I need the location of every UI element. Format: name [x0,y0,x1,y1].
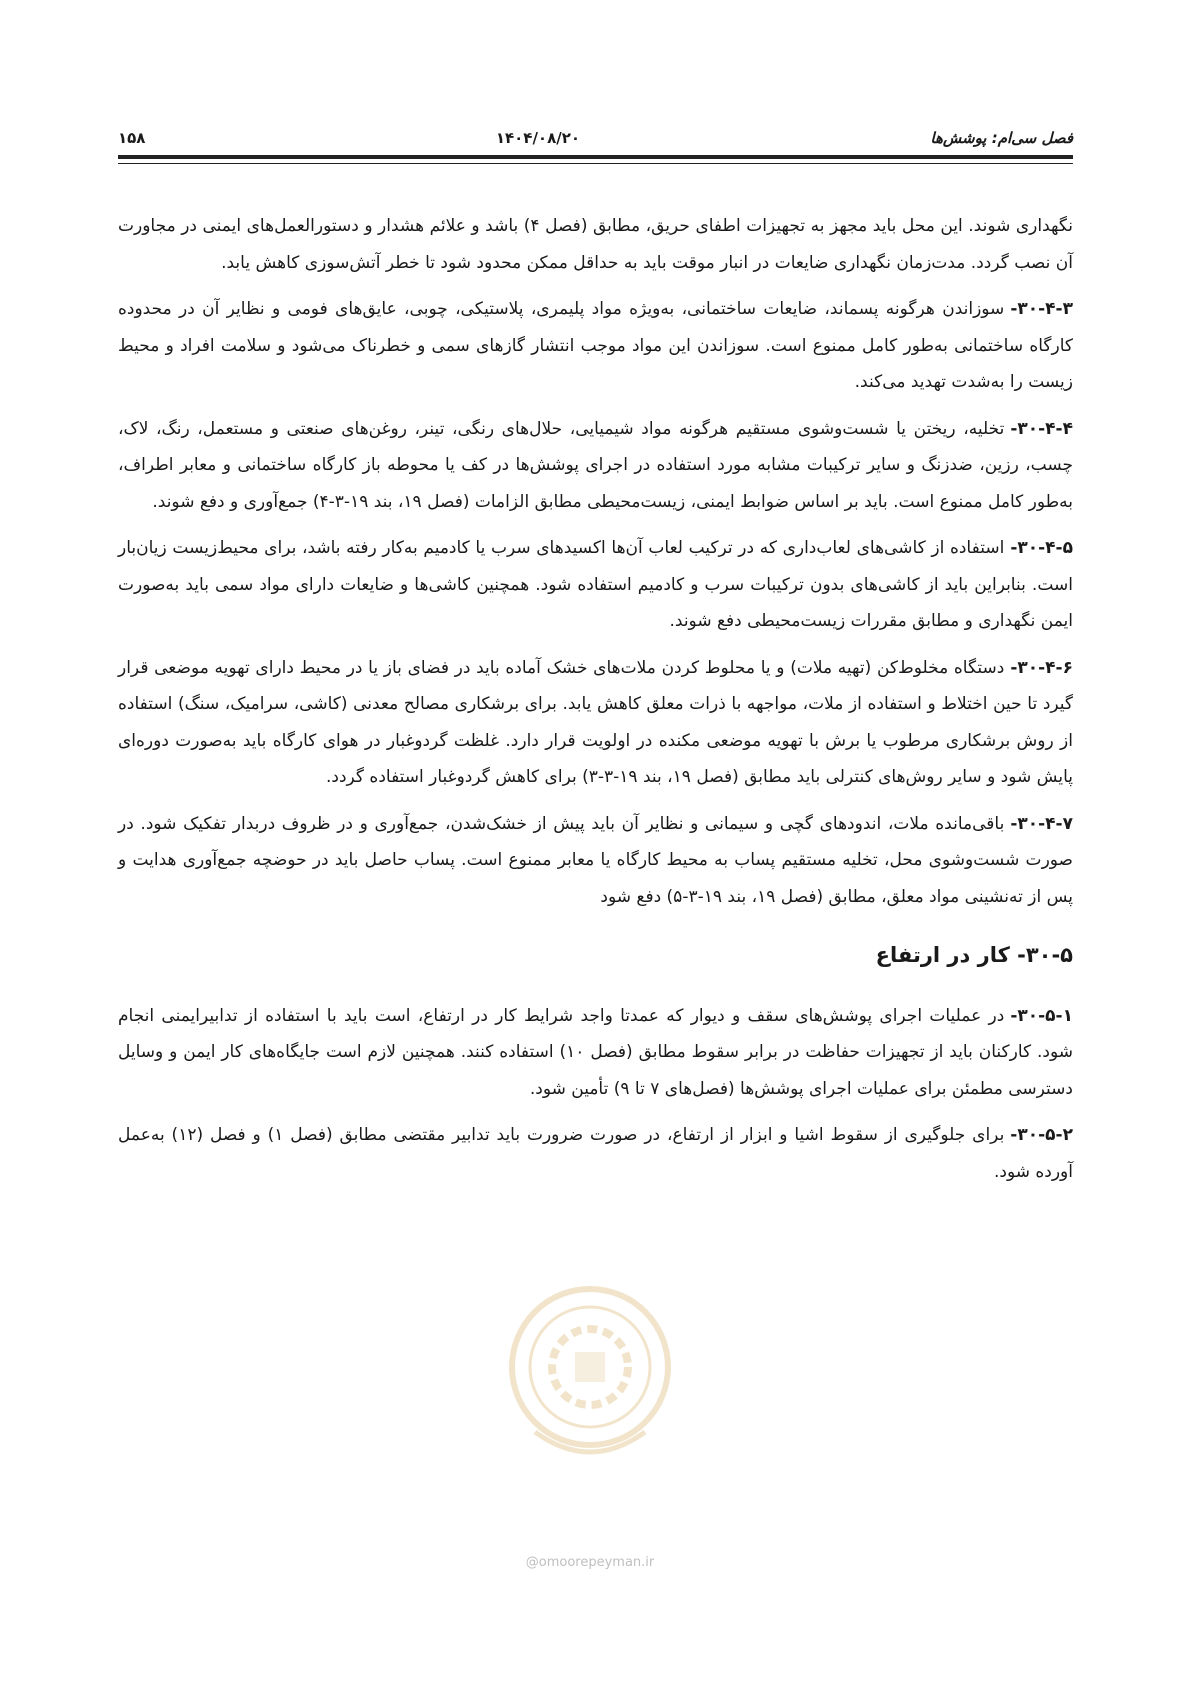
paragraph-text: نگهداری شوند. این محل باید مجهز به تجهیزات اطفای حریق، مطابق (فصل ۴) باشد و علائم هشدار و دستورالعمل‌های ایمنی در مجاورت آن نصب گردد. مدت‌زمان نگهداری ضایعات در انبار موقت باید به حداقل ممکن محدود شود تا خطر آتش‌سوزی کاهش یابد. [118,216,1073,273]
paragraph [118,411,1073,521]
paragraph-text: در عملیات اجرای پوشش‌های سقف و دیوار که عمدتا واجد شرایط کار در ارتفاع، است باید با استفاده از تدابیرایمنی انجام شود. کارکنان باید از تجهیزات حفاظت در برابر سقوط مطابق (فصل ۱۰) استفاده کنند. همچنین لازم است جایگاه‌های کار ایمن و وسایل دسترسی مطمئن برای عملیات اجرای پوشش‌ها (فصل‌های ۷ تا ۹) تأمین شود. [118,1005,1073,1099]
section-heading: ۳۰-۵- کار در ارتفاع [875,943,1073,967]
clause-number: ۳۰-۴-۶- [1010,657,1073,678]
paragraph [118,998,1073,1108]
paragraph [118,806,1073,916]
page-number: ۱۵۸ [118,129,146,147]
header-date: ۱۴۰۴/۰۸/۲۰ [495,129,581,147]
header-rule-thick [118,155,1073,159]
paragraph-text: دستگاه مخلوط‌کن (تهیه ملات) و یا محلوط کردن ملات‌های خشک آماده باید در فضای باز یا در محیط دارای تهویه موضعی قرار گیرد تا حین اختلاط و استفاده از ملات، مواجهه با ذرات معلق کاهش یابد. برای برشکاری مصالح معدنی (کاشی، سرامیک، سنگ) استفاده از روش برشکاری مرطوب یا برش با تهویه موضعی مکنده در اولویت قرار دارد. غلظت گردوغبار در هوای کارگاه باید به‌صورت دوره‌ای پایش شود و سایر روش‌های کنترلی باید مطابق (فصل ۱۹، بند ۱۹-۳-۳) برای کاهش گردوغبار استفاده گردد. [118,657,1073,787]
watermark-url: @omoorepeyman.ir [525,1555,655,1570]
clause-number: ۳۰-۵-۲- [1010,1125,1073,1145]
paragraph [118,291,1073,401]
page-body [118,208,1073,1200]
paragraph [118,650,1073,796]
paragraph-text: سوزاندن هرگونه پسماند، ضایعات ساختمانی، به‌ویژه مواد پلیمری، پلاستیکی، چوبی، عایق‌های فومی و نظایر آن در محدوده کارگاه ساختمانی به‌طور کامل ممنوع است. سوزاندن این مواد موجب انتشار گازهای سمی و خطرناک می‌شود و سلامت افراد و محیط زیست را به‌شدت تهدید می‌کند. [118,299,1073,392]
clause-number: ۳۰-۴-۴- [1010,418,1073,439]
header-rule-thin [118,163,1073,164]
paragraph-text: برای جلوگیری از سقوط اشیا و ابزار از ارتفاع، در صورت ضرورت باید تدابیر مقتضی مطابق (فصل ۱) و فصل (۱۲) به‌عمل آورده شود. [118,1125,1073,1182]
paragraph [118,530,1073,640]
paragraph-text: باقی‌مانده ملات، اندودهای گچی و سیمانی و نظایر آن باید پیش از خشک‌شدن، جمع‌آوری و در ظروف دربدار تفکیک شود. در صورت شست‌وشوی محل، تخلیه مستقیم پساب به محیط کارگاه یا معابر ممنوع است. پساب حاصل باید در حوضچه جمع‌آوری هدایت و پس از ته‌نشینی مواد معلق، مطابق (فصل ۱۹، بند ۱۹-۳-۵) دفع شود [118,813,1073,907]
watermark-seal-icon [505,1272,675,1472]
paragraph [118,208,1073,281]
clause-number: ۳۰-۴-۳- [1010,299,1073,319]
paragraph-text: استفاده از کاشی‌های لعاب‌داری که در ترکیب لعاب آن‌ها اکسیدهای سرب یا کادمیم به‌کار رفته باشد، برای محیط‌زیست زیان‌بار است. بنابراین باید از کاشی‌های بدون ترکیبات سرب و کادمیم استفاده شود. همچنین کاشی‌ها و ضایعات دارای مواد سمی باید به‌صورت ایمن نگهداری و مطابق مقررات زیست‌محیطی دفع شوند. [118,538,1073,631]
clause-number: ۳۰-۴-۵- [1010,538,1073,558]
page-header [118,128,1073,148]
clause-number: ۳۰-۴-۷- [1010,813,1073,834]
chapter-title: فصل سی‌ام: پوشش‌ها [930,129,1073,147]
paragraph-text: تخلیه، ریختن یا شست‌وشوی مستقیم هرگونه مواد شیمیایی، حلال‌های رنگی، تینر، روغن‌های صنعتی و مستعمل، رنگ، لاک، چسب، رزین، ضدزنگ و سایر ترکیبات مشابه مورد استفاده در اجرای پوشش‌ها در کف یا محوطه باز کارگاه ساختمانی و معابر اطراف، به‌طور کامل ممنوع است. باید بر اساس ضوابط ایمنی، زیست‌محیطی مطابق الزامات (فصل ۱۹، بند ۱۹-۳-۴) جمع‌آوری و دفع شوند. [118,418,1073,512]
paragraph [118,1117,1073,1190]
clause-number: ۳۰-۵-۱- [1010,1005,1073,1026]
